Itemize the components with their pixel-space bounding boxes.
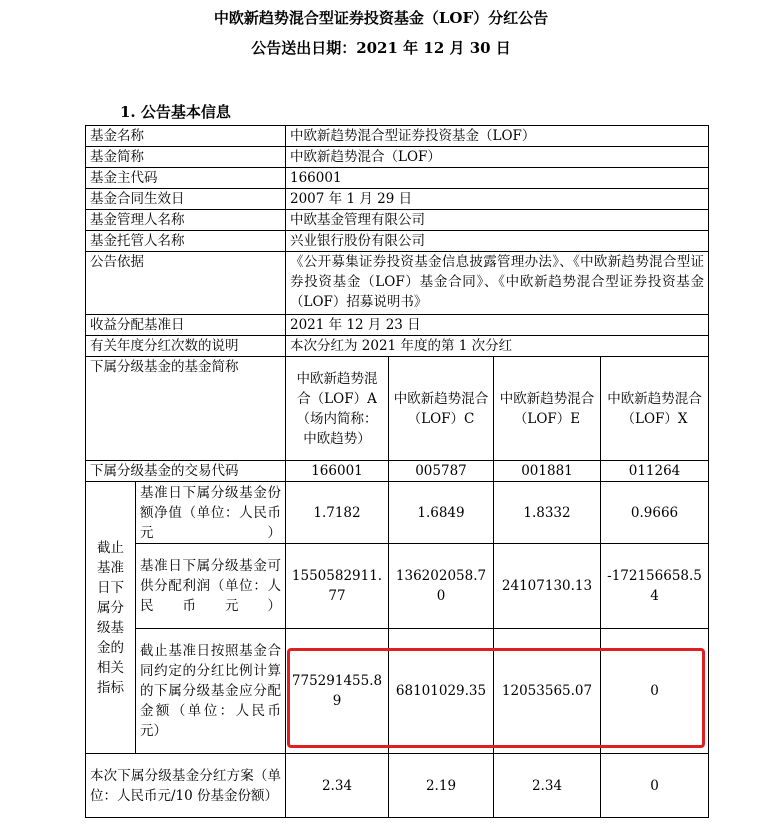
row-value: 兴业银行股份有限公司 — [286, 231, 709, 252]
indicator-value: 1550582911.77 — [286, 544, 389, 629]
row-label: 基金合同生效日 — [86, 189, 286, 210]
nav-row — [86, 482, 709, 544]
row-value: 中欧新趋势混合（LOF） — [286, 147, 709, 168]
row-value: 中欧新趋势混合型证券投资基金（LOF） — [286, 126, 709, 147]
share-class-name: 中欧新趋势混合（LOF）C — [389, 357, 494, 461]
dividend-label: 本次下属分级基金分红方案（单位：人民币元/10 份基金份额） — [86, 754, 286, 818]
share-class-name: 中欧新趋势混合（LOF）X — [601, 357, 709, 461]
table-row — [86, 210, 709, 231]
announcement-date: 公告送出日期：2021 年 12 月 30 日 — [251, 39, 511, 57]
row-label: 基金托管人名称 — [86, 231, 286, 252]
share-class-name: 中欧新趋势混合（LOF）A（场内简称：中欧趋势） — [286, 357, 389, 461]
trade-code: 166001 — [286, 461, 389, 482]
indicator-value: 775291455.89 — [286, 629, 389, 754]
dividend-value: 2.34 — [286, 754, 389, 818]
row-value: 《公开募集证券投资基金信息披露管理办法》、《中欧新趋势混合型证券投资基金（LOF）基金合同》、《中欧新趋势混合型证券投资基金（LOF）招募说明书》 — [286, 252, 709, 315]
row-label: 基金管理人名称 — [86, 210, 286, 231]
table-row — [86, 168, 709, 189]
indicator-label: 截止基准日按照基金合同约定的分红比例计算的下属分级基金应分配金额（单位：人民币元） — [136, 629, 286, 754]
share-class-row — [86, 357, 709, 461]
row-label: 基金主代码 — [86, 168, 286, 189]
trade-code: 001881 — [494, 461, 601, 482]
share-class-label: 下属分级基金的基金简称 — [86, 357, 286, 461]
indicator-label: 基准日下属分级基金可供分配利润（单位：人民币元） — [136, 544, 286, 629]
row-value: 本次分红为 2021 年度的第 1 次分红 — [286, 336, 709, 357]
indicator-value: 1.6849 — [389, 482, 494, 544]
table-row — [86, 189, 709, 210]
dividend-value: 2.19 — [389, 754, 494, 818]
indicator-label: 基准日下属分级基金份额净值（单位：人民币元） — [136, 482, 286, 544]
table-row — [86, 315, 709, 336]
indicator-group-label: 截止基准日下属分级基金的相关指标 — [86, 482, 136, 754]
row-value: 2007 年 1 月 29 日 — [286, 189, 709, 210]
trade-code-row — [86, 461, 709, 482]
dividend-row — [86, 754, 709, 818]
table-row — [86, 336, 709, 357]
row-label: 收益分配基准日 — [86, 315, 286, 336]
row-label: 基金简称 — [86, 147, 286, 168]
dividend-value: 2.34 — [494, 754, 601, 818]
trade-code-label: 下属分级基金的交易代码 — [86, 461, 286, 482]
share-class-name: 中欧新趋势混合（LOF）E — [494, 357, 601, 461]
section-heading: 1. 公告基本信息 — [120, 103, 231, 121]
highlight-box — [287, 648, 705, 748]
trade-code: 011264 — [601, 461, 709, 482]
table-row — [86, 252, 709, 315]
trade-code: 005787 — [389, 461, 494, 482]
indicator-value: 0 — [601, 629, 709, 754]
row-label: 公告依据 — [86, 252, 286, 315]
indicator-value: 1.8332 — [494, 482, 601, 544]
profit-row — [86, 544, 709, 629]
page-title: 中欧新趋势混合型证券投资基金（LOF）分红公告 — [213, 9, 549, 27]
indicator-value: 1.7182 — [286, 482, 389, 544]
dividend-value: 0 — [601, 754, 709, 818]
table-row — [86, 231, 709, 252]
indicator-value: 136202058.70 — [389, 544, 494, 629]
table-row — [86, 147, 709, 168]
row-label: 基金名称 — [86, 126, 286, 147]
row-value: 166001 — [286, 168, 709, 189]
indicator-value: 0.9666 — [601, 482, 709, 544]
indicator-value: -172156658.54 — [601, 544, 709, 629]
indicator-value: 12053565.07 — [494, 629, 601, 754]
row-value: 中欧基金管理有限公司 — [286, 210, 709, 231]
table-row — [86, 126, 709, 147]
indicator-value: 24107130.13 — [494, 544, 601, 629]
row-value: 2021 年 12 月 23 日 — [286, 315, 709, 336]
indicator-value: 68101029.35 — [389, 629, 494, 754]
row-label: 有关年度分红次数的说明 — [86, 336, 286, 357]
